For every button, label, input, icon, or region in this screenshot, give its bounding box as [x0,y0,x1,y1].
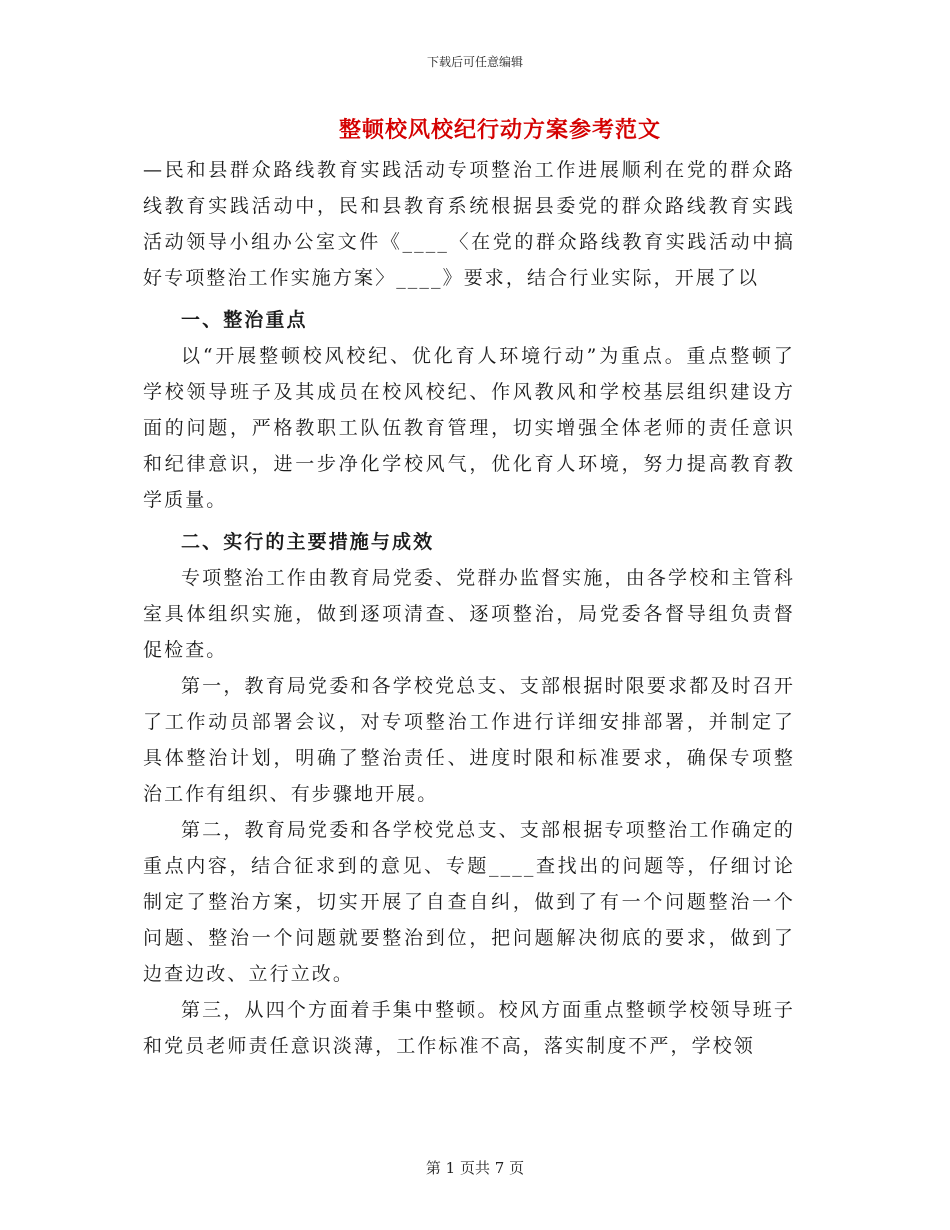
document-title: 整顿校风校纪行动方案参考范文 [338,117,661,143]
section-heading-1: 一、整治重点 [181,309,308,331]
section-2-paragraph: 第一，教育局党委和各学校党总支、支部根据时限要求都及时召开了工作动员部署会议，对专项整治工作进行详细安排部署，并制定了具体整治计划，明确了整治责任、进度时限和标准要求，确保专项整治工作有组织、有步骤地开展。 [143,675,795,805]
section-2-paragraph: 专项整治工作由教育局党委、党群办监督实施，由各学校和主管科室具体组织实施，做到逐项清查、逐项整治，局党委各督导组负责督促检查。 [143,567,795,661]
section-2-paragraph: 第三，从四个方面着手集中整顿。校风方面重点整顿学校领导班子和党员老师责任意识淡薄，工作标准不高，落实制度不严，学校领 [143,999,795,1057]
section-heading-2: 二、实行的主要措施与成效 [181,531,435,553]
page-footer-number: 第 1 页共 7 页 [425,1159,525,1177]
section-2-paragraph: 第二，教育局党委和各学校党总支、支部根据专项整治工作确定的重点内容，结合征求到的意见、专题____查找出的问题等，仔细讨论制定了整治方案，切实开展了自查自纠，做到了有一个问题整治一个问题、整治一个问题就要整治到位，把问题解决彻底的要求，做到了边查边改、立行立改。 [143,819,795,985]
document-body [143,152,795,1064]
intro-paragraph: —民和县群众路线教育实践活动专项整治工作进展顺利在党的群众路线教育实践活动中，民和县教育系统根据县委党的群众路线教育实践活动领导小组办公室文件《____〈在党的群众路线教育实践活动中搞好专项整治工作实施方案〉____》要求，结合行业实际，开展了以 [143,159,795,289]
page-header-note: 下载后可任意编辑 [426,55,523,69]
section-1-paragraph: 以“开展整顿校风校纪、优化育人环境行动”为重点。重点整顿了学校领导班子及其成员在校风校纪、作风教风和学校基层组织建设方面的问题，严格教职工队伍教育管理，切实增强全体老师的责任意识和纪律意识，进一步净化学校风气，优化育人环境，努力提高教育教学质量。 [143,345,795,511]
